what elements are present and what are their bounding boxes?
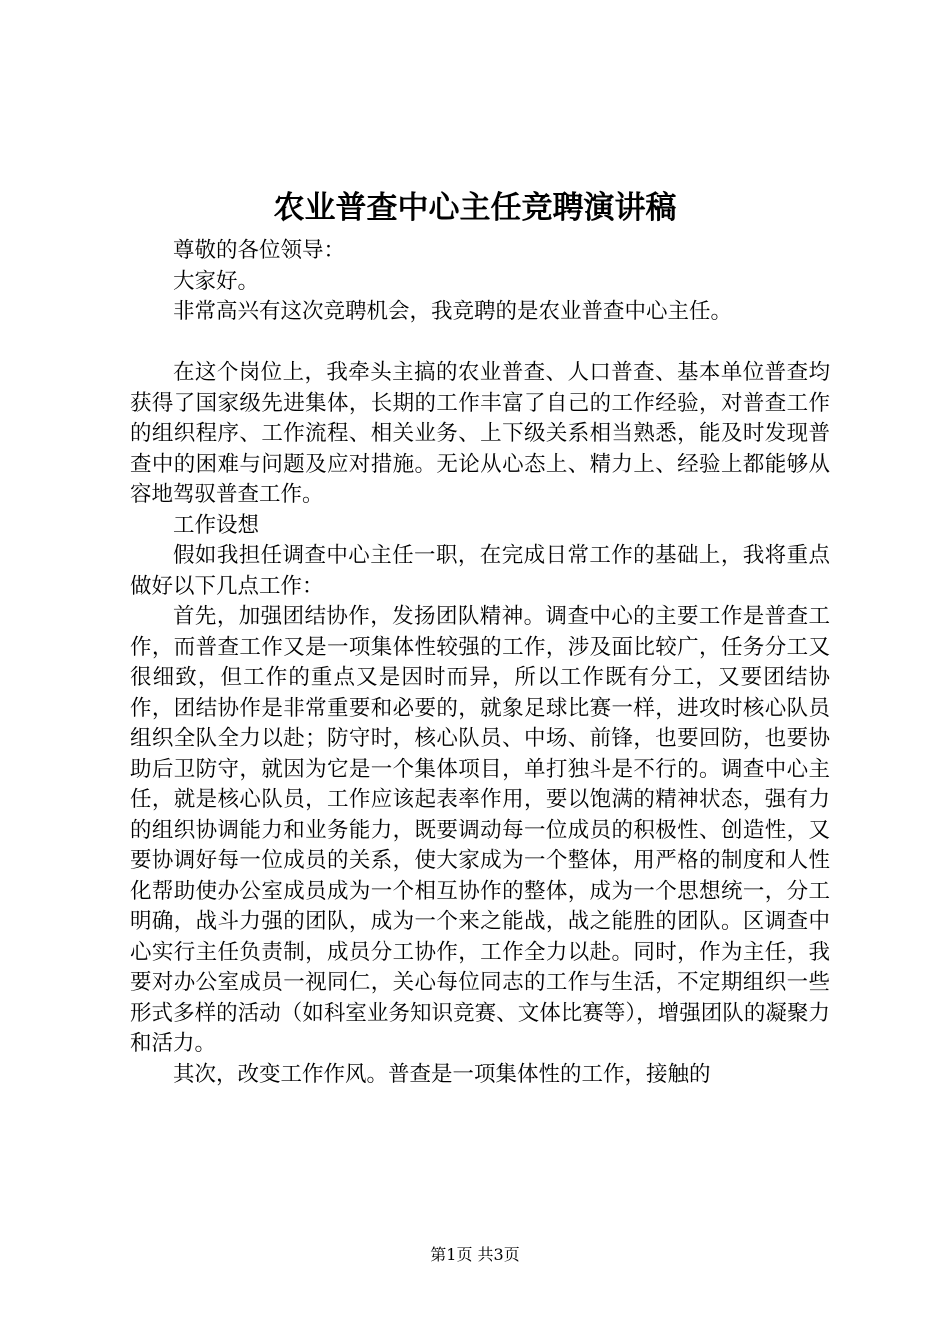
section-heading-work-plan: 工作设想: [173, 512, 260, 538]
salutation: 尊敬的各位领导：: [173, 238, 346, 263]
document-body: [130, 236, 830, 1090]
intro-paragraph: 非常高兴有这次竞聘机会，我竞聘的是农业普查中心主任。: [173, 299, 733, 324]
paragraph-gap: [130, 328, 830, 359]
greeting: 大家好。: [173, 268, 260, 294]
teamwork-paragraph: 首先，加强团结协作，发扬团队精神。调查中心的主要工作是普查工作，而普查工作又是一项集体性较强的工作，涉及面比较广，任务分工又很细致，但工作的重点又是因时而异，所以工作既有分工，又要团结协作，团结协作是非常重要和必要的，就象足球比赛一样，进攻时核心队员组织全队全力以赴；防守时，核心队员、中场、前锋，也要回防，也要协助后卫防守，就因为它是一个集体项目，单打独斗是不行的。调查中心主任，就是核心队员，工作应该起表率作用，要以饱满的精神状态，强有力的组织协调能力和业务能力，既要调动每一位成员的积极性、创造性，又要协调好每一位成员的关系，使大家成为一个整体，用严格的制度和人性化帮助使办公室成员成为一个相互协作的整体，成为一个思想统一，分工明确，战斗力强的团队，成为一个来之能战，战之能胜的团队。区调查中心实行主任负责制，成员分工协作，工作全力以赴。同时，作为主任，我要对办公室成员一视同仁，关心每位同志的工作与生活，不定期组织一些形式多样的活动（如科室业务知识竞赛、文体比赛等），增强团队的凝聚力和活力。: [130, 604, 830, 1056]
work-style-paragraph: 其次，改变工作作风。普查是一项集体性的工作，接触的: [173, 1061, 711, 1087]
plan-intro-paragraph: 假如我担任调查中心主任一职，在完成日常工作的基础上，我将重点做好以下几点工作：: [130, 543, 830, 599]
document-title: 农业普查中心主任竞聘演讲稿: [273, 190, 677, 226]
experience-paragraph: 在这个岗位上，我牵头主搞的农业普查、人口普查、基本单位普查均获得了国家级先进集体，长期的工作丰富了自己的工作经验，对普查工作的组织程序、工作流程、相关业务、上下级关系相当熟悉，能及时发现普查中的困难与问题及应对措施。无论从心态上、精力上、经验上都能够从容地驾驭普查工作。: [130, 360, 830, 507]
page-footer: 第1页 共3页: [430, 1245, 520, 1264]
